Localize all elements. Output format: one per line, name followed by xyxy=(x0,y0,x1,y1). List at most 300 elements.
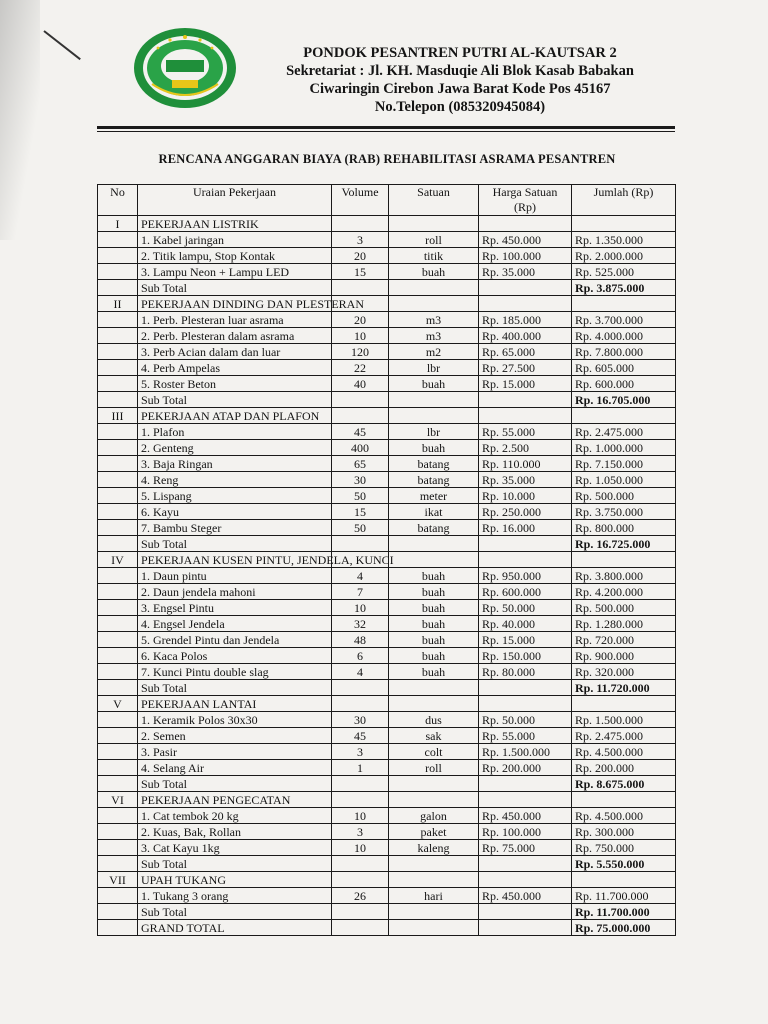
subtotal-row xyxy=(98,776,676,792)
item-uraian: 2. Genteng xyxy=(138,440,332,456)
item-harga: Rp. 110.000 xyxy=(479,456,572,472)
item-harga: Rp. 15.000 xyxy=(479,632,572,648)
empty-cell xyxy=(479,680,572,696)
item-jumlah: Rp. 720.000 xyxy=(572,632,676,648)
item-satuan: buah xyxy=(389,632,479,648)
letterhead-rule-thick xyxy=(97,126,675,129)
section-title: PEKERJAAN KUSEN PINTU, JENDELA, KUNCI xyxy=(138,552,332,568)
item-uraian: 2. Semen xyxy=(138,728,332,744)
document-title: RENCANA ANGGARAN BIAYA (RAB) REHABILITASI ASRAMA PESANTREN xyxy=(158,152,616,166)
item-volume: 20 xyxy=(332,312,389,328)
item-satuan: paket xyxy=(389,824,479,840)
item-harga: Rp. 40.000 xyxy=(479,616,572,632)
item-volume: 45 xyxy=(332,424,389,440)
item-harga: Rp. 400.000 xyxy=(479,328,572,344)
empty-cell xyxy=(98,856,138,872)
item-uraian: 1. Tukang 3 orang xyxy=(138,888,332,904)
item-uraian: 6. Kayu xyxy=(138,504,332,520)
empty-cell xyxy=(98,648,138,664)
item-harga: Rp. 450.000 xyxy=(479,888,572,904)
item-harga: Rp. 75.000 xyxy=(479,840,572,856)
empty-cell xyxy=(332,776,389,792)
empty-cell xyxy=(98,424,138,440)
empty-cell xyxy=(98,760,138,776)
table-row xyxy=(98,840,676,856)
empty-cell xyxy=(98,456,138,472)
item-uraian: 3. Perb Acian dalam dan luar xyxy=(138,344,332,360)
empty-cell xyxy=(389,792,479,808)
col-header-harga: Harga Satuan (Rp) xyxy=(479,185,572,216)
item-jumlah: Rp. 4.500.000 xyxy=(572,744,676,760)
table-row xyxy=(98,360,676,376)
item-satuan: lbr xyxy=(389,424,479,440)
col-header-no: No xyxy=(98,185,138,216)
section-header-row xyxy=(98,408,676,424)
item-harga: Rp. 50.000 xyxy=(479,712,572,728)
item-jumlah: Rp. 525.000 xyxy=(572,264,676,280)
section-title: PEKERJAAN LISTRIK xyxy=(138,216,332,232)
item-jumlah: Rp. 900.000 xyxy=(572,648,676,664)
grand-total-value: Rp. 75.000.000 xyxy=(572,920,676,936)
item-uraian: 5. Roster Beton xyxy=(138,376,332,392)
empty-cell xyxy=(98,616,138,632)
empty-cell xyxy=(479,792,572,808)
empty-cell xyxy=(479,296,572,312)
section-title: PEKERJAAN ATAP DAN PLAFON xyxy=(138,408,332,424)
subtotal-row xyxy=(98,392,676,408)
empty-cell xyxy=(98,312,138,328)
item-uraian: 1. Daun pintu xyxy=(138,568,332,584)
item-harga: Rp. 15.000 xyxy=(479,376,572,392)
empty-cell xyxy=(98,600,138,616)
empty-cell xyxy=(479,920,572,936)
item-harga: Rp. 65.000 xyxy=(479,344,572,360)
section-number: II xyxy=(98,296,138,312)
empty-cell xyxy=(332,216,389,232)
item-satuan: galon xyxy=(389,808,479,824)
empty-cell xyxy=(389,872,479,888)
empty-cell xyxy=(332,392,389,408)
empty-cell xyxy=(479,856,572,872)
item-jumlah: Rp. 2.475.000 xyxy=(572,728,676,744)
item-uraian: 5. Lispang xyxy=(138,488,332,504)
item-volume: 4 xyxy=(332,568,389,584)
item-volume: 1 xyxy=(332,760,389,776)
empty-cell xyxy=(98,360,138,376)
empty-cell xyxy=(98,232,138,248)
item-volume: 6 xyxy=(332,648,389,664)
item-jumlah: Rp. 1.000.000 xyxy=(572,440,676,456)
item-uraian: 1. Kabel jaringan xyxy=(138,232,332,248)
empty-cell xyxy=(572,408,676,424)
section-header-row xyxy=(98,872,676,888)
item-jumlah: Rp. 605.000 xyxy=(572,360,676,376)
item-harga: Rp. 50.000 xyxy=(479,600,572,616)
item-harga: Rp. 35.000 xyxy=(479,472,572,488)
table-row xyxy=(98,520,676,536)
empty-cell xyxy=(572,872,676,888)
subtotal-row xyxy=(98,904,676,920)
item-harga: Rp. 55.000 xyxy=(479,728,572,744)
subtotal-row xyxy=(98,856,676,872)
empty-cell xyxy=(479,408,572,424)
empty-cell xyxy=(98,824,138,840)
table-row xyxy=(98,600,676,616)
item-volume: 400 xyxy=(332,440,389,456)
item-jumlah: Rp. 4.500.000 xyxy=(572,808,676,824)
grand-total-label: GRAND TOTAL xyxy=(138,920,332,936)
letterhead-rule-thin xyxy=(97,131,675,132)
table-row xyxy=(98,504,676,520)
item-uraian: 2. Kuas, Bak, Rollan xyxy=(138,824,332,840)
empty-cell xyxy=(572,296,676,312)
item-jumlah: Rp. 4.000.000 xyxy=(572,328,676,344)
subtotal-value: Rp. 11.700.000 xyxy=(572,904,676,920)
item-harga: Rp. 250.000 xyxy=(479,504,572,520)
subtotal-label: Sub Total xyxy=(138,856,332,872)
section-title: PEKERJAAN LANTAI xyxy=(138,696,332,712)
item-jumlah: Rp. 320.000 xyxy=(572,664,676,680)
address-city: Ciwaringin Cirebon Jawa Barat Kode Pos 45167 xyxy=(309,81,611,97)
item-volume: 26 xyxy=(332,888,389,904)
empty-cell xyxy=(479,216,572,232)
empty-cell xyxy=(98,392,138,408)
item-harga: Rp. 80.000 xyxy=(479,664,572,680)
secretariat-address: Sekretariat : Jl. KH. Masduqie Ali Blok Kasab Babakan xyxy=(286,63,634,79)
item-uraian: 5. Grendel Pintu dan Jendela xyxy=(138,632,332,648)
item-volume: 45 xyxy=(332,728,389,744)
empty-cell xyxy=(479,392,572,408)
empty-cell xyxy=(389,904,479,920)
item-satuan: hari xyxy=(389,888,479,904)
item-jumlah: Rp. 500.000 xyxy=(572,600,676,616)
item-harga: Rp. 200.000 xyxy=(479,760,572,776)
item-uraian: 2. Perb. Plesteran dalam asrama xyxy=(138,328,332,344)
grand-total-row xyxy=(98,920,676,936)
empty-cell xyxy=(479,696,572,712)
scan-shadow xyxy=(0,0,40,240)
item-jumlah: Rp. 1.050.000 xyxy=(572,472,676,488)
item-uraian: 4. Engsel Jendela xyxy=(138,616,332,632)
item-jumlah: Rp. 500.000 xyxy=(572,488,676,504)
item-harga: Rp. 10.000 xyxy=(479,488,572,504)
empty-cell xyxy=(479,536,572,552)
item-satuan: buah xyxy=(389,616,479,632)
item-jumlah: Rp. 1.350.000 xyxy=(572,232,676,248)
table-row xyxy=(98,232,676,248)
table-row xyxy=(98,616,676,632)
item-jumlah: Rp. 7.150.000 xyxy=(572,456,676,472)
item-volume: 32 xyxy=(332,616,389,632)
item-volume: 15 xyxy=(332,264,389,280)
item-volume: 3 xyxy=(332,232,389,248)
item-uraian: 3. Engsel Pintu xyxy=(138,600,332,616)
item-volume: 22 xyxy=(332,360,389,376)
item-jumlah: Rp. 3.800.000 xyxy=(572,568,676,584)
item-volume: 30 xyxy=(332,472,389,488)
item-harga: Rp. 16.000 xyxy=(479,520,572,536)
col-header-satuan: Satuan xyxy=(389,185,479,216)
section-title: UPAH TUKANG xyxy=(138,872,332,888)
item-uraian: 7. Kunci Pintu double slag xyxy=(138,664,332,680)
table-row xyxy=(98,664,676,680)
item-harga: Rp. 35.000 xyxy=(479,264,572,280)
item-volume: 3 xyxy=(332,744,389,760)
item-jumlah: Rp. 3.700.000 xyxy=(572,312,676,328)
item-jumlah: Rp. 1.500.000 xyxy=(572,712,676,728)
col-header-volume: Volume xyxy=(332,185,389,216)
item-jumlah: Rp. 11.700.000 xyxy=(572,888,676,904)
item-volume: 120 xyxy=(332,344,389,360)
table-row xyxy=(98,472,676,488)
item-volume: 7 xyxy=(332,584,389,600)
empty-cell xyxy=(98,728,138,744)
empty-cell xyxy=(572,552,676,568)
item-volume: 4 xyxy=(332,664,389,680)
empty-cell xyxy=(332,920,389,936)
subtotal-row xyxy=(98,680,676,696)
section-number: III xyxy=(98,408,138,424)
table-row xyxy=(98,264,676,280)
item-volume: 40 xyxy=(332,376,389,392)
pesantren-logo xyxy=(132,26,238,110)
item-satuan: titik xyxy=(389,248,479,264)
item-volume: 3 xyxy=(332,824,389,840)
item-jumlah: Rp. 2.000.000 xyxy=(572,248,676,264)
item-satuan: buah xyxy=(389,264,479,280)
empty-cell xyxy=(98,536,138,552)
item-harga: Rp. 950.000 xyxy=(479,568,572,584)
empty-cell xyxy=(332,856,389,872)
empty-cell xyxy=(98,680,138,696)
empty-cell xyxy=(98,472,138,488)
section-number: VI xyxy=(98,792,138,808)
item-volume: 10 xyxy=(332,808,389,824)
item-uraian: 4. Perb Ampelas xyxy=(138,360,332,376)
table-row xyxy=(98,488,676,504)
item-satuan: buah xyxy=(389,584,479,600)
item-satuan: batang xyxy=(389,472,479,488)
item-satuan: lbr xyxy=(389,360,479,376)
item-satuan: buah xyxy=(389,440,479,456)
item-uraian: 3. Baja Ringan xyxy=(138,456,332,472)
empty-cell xyxy=(332,696,389,712)
empty-cell xyxy=(572,696,676,712)
item-satuan: dus xyxy=(389,712,479,728)
item-satuan: buah xyxy=(389,648,479,664)
item-satuan: colt xyxy=(389,744,479,760)
item-uraian: 1. Perb. Plesteran luar asrama xyxy=(138,312,332,328)
empty-cell xyxy=(98,504,138,520)
empty-cell xyxy=(98,568,138,584)
table-body xyxy=(98,216,676,936)
table-row xyxy=(98,728,676,744)
empty-cell xyxy=(98,744,138,760)
item-uraian: 2. Daun jendela mahoni xyxy=(138,584,332,600)
item-jumlah: Rp. 4.200.000 xyxy=(572,584,676,600)
empty-cell xyxy=(332,904,389,920)
item-harga: Rp. 450.000 xyxy=(479,232,572,248)
item-harga: Rp. 100.000 xyxy=(479,824,572,840)
item-satuan: buah xyxy=(389,664,479,680)
subtotal-value: Rp. 16.725.000 xyxy=(572,536,676,552)
table-row xyxy=(98,744,676,760)
empty-cell xyxy=(98,888,138,904)
subtotal-label: Sub Total xyxy=(138,280,332,296)
empty-cell xyxy=(98,344,138,360)
scan-mark xyxy=(43,30,80,60)
subtotal-value: Rp. 8.675.000 xyxy=(572,776,676,792)
item-satuan: sak xyxy=(389,728,479,744)
item-uraian: 4. Reng xyxy=(138,472,332,488)
empty-cell xyxy=(98,264,138,280)
item-satuan: buah xyxy=(389,600,479,616)
section-title: PEKERJAAN DINDING DAN PLESTERAN xyxy=(138,296,332,312)
subtotal-row xyxy=(98,536,676,552)
item-volume: 10 xyxy=(332,328,389,344)
item-jumlah: Rp. 300.000 xyxy=(572,824,676,840)
empty-cell xyxy=(98,488,138,504)
table-row xyxy=(98,248,676,264)
empty-cell xyxy=(572,216,676,232)
empty-cell xyxy=(389,280,479,296)
table-row xyxy=(98,760,676,776)
item-harga: Rp. 1.500.000 xyxy=(479,744,572,760)
section-header-row xyxy=(98,296,676,312)
item-harga: Rp. 2.500 xyxy=(479,440,572,456)
empty-cell xyxy=(332,536,389,552)
empty-cell xyxy=(98,376,138,392)
empty-cell xyxy=(98,440,138,456)
item-harga: Rp. 27.500 xyxy=(479,360,572,376)
table-row xyxy=(98,456,676,472)
table-row xyxy=(98,424,676,440)
item-volume: 10 xyxy=(332,600,389,616)
item-volume: 50 xyxy=(332,488,389,504)
table-header-row xyxy=(98,185,676,216)
item-satuan: kaleng xyxy=(389,840,479,856)
table-row xyxy=(98,808,676,824)
section-header-row xyxy=(98,792,676,808)
empty-cell xyxy=(389,296,479,312)
item-harga: Rp. 185.000 xyxy=(479,312,572,328)
item-volume: 50 xyxy=(332,520,389,536)
item-harga: Rp. 600.000 xyxy=(479,584,572,600)
item-uraian: 3. Cat Kayu 1kg xyxy=(138,840,332,856)
item-jumlah: Rp. 3.750.000 xyxy=(572,504,676,520)
empty-cell xyxy=(389,696,479,712)
table-row xyxy=(98,344,676,360)
item-harga: Rp. 150.000 xyxy=(479,648,572,664)
item-uraian: 2. Titik lampu, Stop Kontak xyxy=(138,248,332,264)
section-number: I xyxy=(98,216,138,232)
item-uraian: 3. Lampu Neon + Lampu LED xyxy=(138,264,332,280)
item-satuan: roll xyxy=(389,232,479,248)
empty-cell xyxy=(98,328,138,344)
item-uraian: 3. Pasir xyxy=(138,744,332,760)
item-satuan: meter xyxy=(389,488,479,504)
rab-table xyxy=(97,184,676,936)
item-volume: 65 xyxy=(332,456,389,472)
subtotal-row xyxy=(98,280,676,296)
empty-cell xyxy=(389,536,479,552)
empty-cell xyxy=(389,552,479,568)
table-row xyxy=(98,584,676,600)
table-row xyxy=(98,712,676,728)
item-volume: 48 xyxy=(332,632,389,648)
table-row xyxy=(98,376,676,392)
section-number: V xyxy=(98,696,138,712)
empty-cell xyxy=(98,632,138,648)
item-satuan: ikat xyxy=(389,504,479,520)
section-number: VII xyxy=(98,872,138,888)
empty-cell xyxy=(98,920,138,936)
letterhead xyxy=(250,44,670,116)
empty-cell xyxy=(389,216,479,232)
empty-cell xyxy=(479,872,572,888)
table-row xyxy=(98,568,676,584)
empty-cell xyxy=(479,552,572,568)
item-volume: 10 xyxy=(332,840,389,856)
empty-cell xyxy=(98,520,138,536)
empty-cell xyxy=(98,584,138,600)
item-uraian: 1. Keramik Polos 30x30 xyxy=(138,712,332,728)
item-harga: Rp. 450.000 xyxy=(479,808,572,824)
table-row xyxy=(98,440,676,456)
empty-cell xyxy=(479,280,572,296)
subtotal-value: Rp. 16.705.000 xyxy=(572,392,676,408)
item-uraian: 4. Selang Air xyxy=(138,760,332,776)
item-uraian: 6. Kaca Polos xyxy=(138,648,332,664)
subtotal-label: Sub Total xyxy=(138,392,332,408)
empty-cell xyxy=(332,792,389,808)
empty-cell xyxy=(98,248,138,264)
item-volume: 15 xyxy=(332,504,389,520)
empty-cell xyxy=(389,776,479,792)
empty-cell xyxy=(98,808,138,824)
item-jumlah: Rp. 750.000 xyxy=(572,840,676,856)
col-header-uraian: Uraian Pekerjaan xyxy=(138,185,332,216)
col-header-jumlah: Jumlah (Rp) xyxy=(572,185,676,216)
empty-cell xyxy=(389,680,479,696)
item-satuan: m2 xyxy=(389,344,479,360)
institution-name: PONDOK PESANTREN PUTRI AL-KAUTSAR 2 xyxy=(303,45,617,61)
empty-cell xyxy=(332,408,389,424)
item-volume: 20 xyxy=(332,248,389,264)
empty-cell xyxy=(479,904,572,920)
item-satuan: roll xyxy=(389,760,479,776)
item-jumlah: Rp. 7.800.000 xyxy=(572,344,676,360)
item-jumlah: Rp. 200.000 xyxy=(572,760,676,776)
item-volume: 30 xyxy=(332,712,389,728)
table-row xyxy=(98,888,676,904)
empty-cell xyxy=(98,712,138,728)
table-row xyxy=(98,632,676,648)
subtotal-label: Sub Total xyxy=(138,904,332,920)
item-satuan: buah xyxy=(389,376,479,392)
subtotal-value: Rp. 11.720.000 xyxy=(572,680,676,696)
empty-cell xyxy=(98,840,138,856)
empty-cell xyxy=(98,904,138,920)
item-satuan: m3 xyxy=(389,312,479,328)
empty-cell xyxy=(98,280,138,296)
table-row xyxy=(98,312,676,328)
section-header-row xyxy=(98,552,676,568)
empty-cell xyxy=(389,392,479,408)
subtotal-label: Sub Total xyxy=(138,680,332,696)
section-number: IV xyxy=(98,552,138,568)
item-harga: Rp. 55.000 xyxy=(479,424,572,440)
